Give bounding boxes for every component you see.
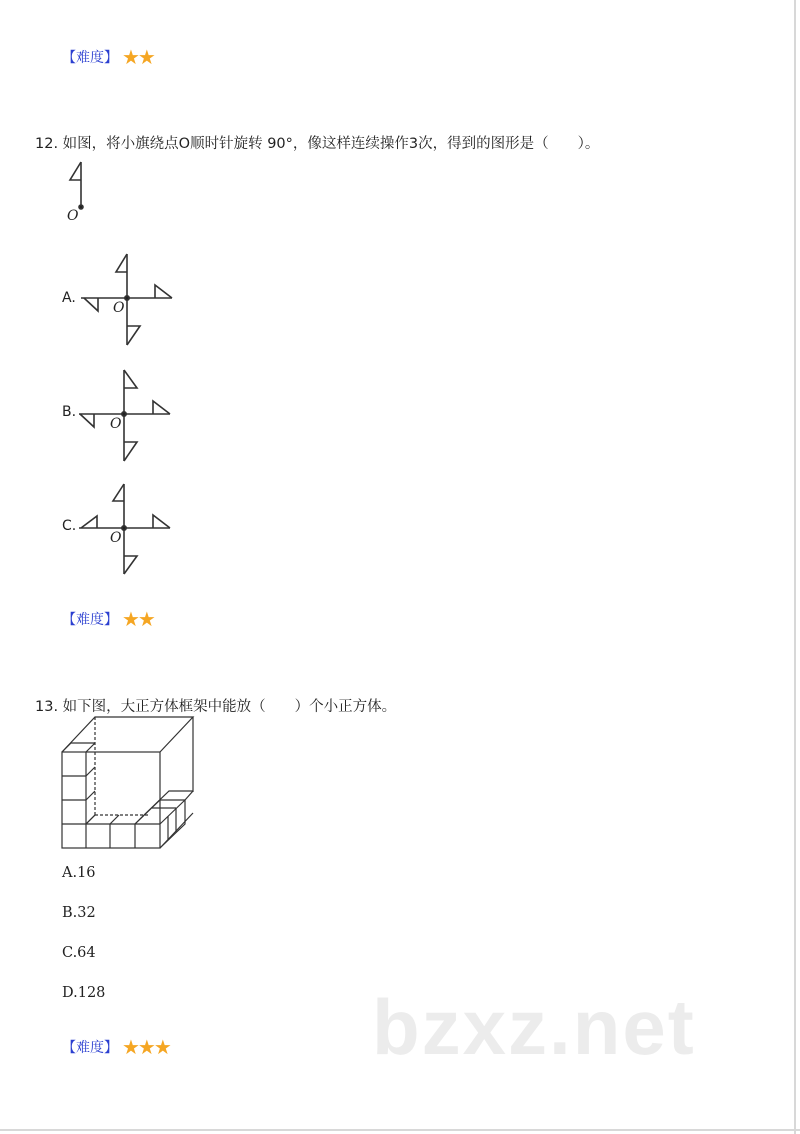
option-b-label: B. — [62, 404, 77, 420]
option-b-figure — [79, 370, 170, 461]
difficulty-label: 【难度】 — [62, 50, 118, 66]
difficulty-label: 【难度】 — [62, 1040, 118, 1056]
option-c-label: C. — [62, 518, 77, 534]
star-icon: ★★ — [122, 607, 154, 631]
question-12-text: 12. 如图，将小旗绕点O顺时针旋转 90°，像这样连续操作3次，得到的图形是（ ）。 — [35, 136, 600, 152]
difficulty-q12 — [62, 609, 154, 629]
option-b: B.32 — [62, 905, 96, 921]
cube-frame-figure — [62, 717, 193, 848]
option-a: A.16 — [62, 865, 96, 881]
point-o-label: O — [113, 300, 125, 316]
option-a-label: A. — [62, 290, 76, 306]
point-o-label: O — [110, 416, 122, 432]
difficulty-q13 — [62, 1037, 170, 1057]
option-a-figure — [81, 254, 172, 345]
difficulty-label: 【难度】 — [62, 612, 118, 628]
question-13-text: 13. 如下图，大正方体框架中能放（ ）个小正方体。 — [35, 699, 397, 715]
star-icon: ★★ — [122, 45, 154, 69]
option-c: C.64 — [62, 945, 96, 961]
watermark: bzxz.net — [372, 983, 696, 1071]
flag-figure-original — [70, 162, 83, 209]
point-o-label: O — [67, 208, 79, 224]
star-icon: ★★★ — [122, 1035, 170, 1059]
option-c-figure — [79, 484, 170, 574]
point-o-label: O — [110, 530, 122, 546]
option-d: D.128 — [62, 985, 106, 1001]
